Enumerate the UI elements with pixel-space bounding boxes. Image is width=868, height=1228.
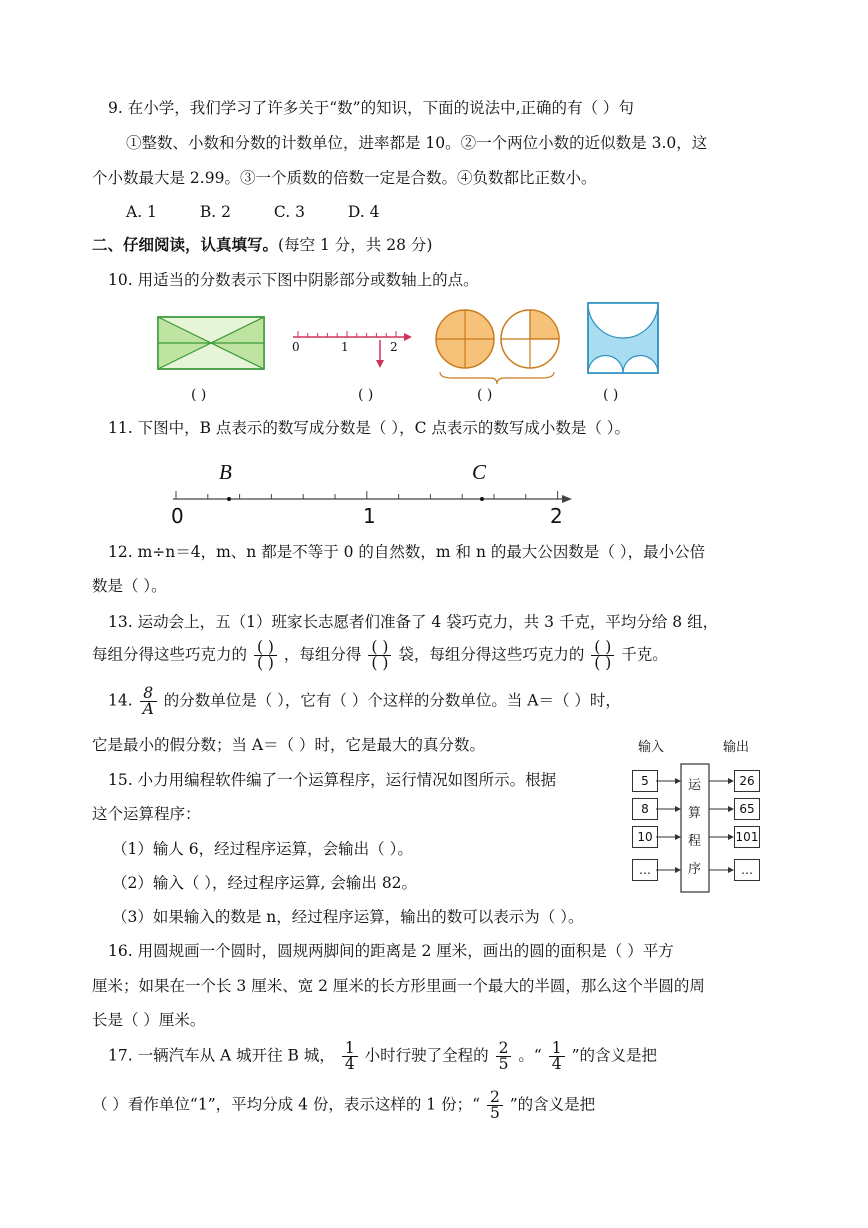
input-label: 输入	[638, 740, 665, 755]
program-char-2: 算	[688, 806, 702, 821]
option-b[interactable]: B. 2	[199, 203, 231, 221]
q17-seg2: 小时行驶了全程的	[364, 1046, 489, 1065]
q11-text: 11. 下图中，B 点表示的数写成分数是（ ），C 点表示的数写成小数是（ ）。	[108, 419, 631, 437]
q15-line2: 这个运算程序：	[92, 805, 201, 823]
axis-label-0: 0	[171, 504, 184, 528]
q13-line1: 13. 运动会上，五（1）班家长志愿者们准备了 4 袋巧克力，共 3 千克，平均分给 8 组，	[108, 613, 719, 631]
q17-line1	[108, 1041, 657, 1072]
q13-seg4: 千克。	[621, 645, 668, 664]
section2-title: 二、仔细阅读，认真填写。	[92, 235, 279, 254]
output-box-1: 26	[734, 770, 760, 792]
input-box-4: …	[632, 859, 658, 881]
q9-line1: 9. 在小学，我们学习了许多关于“数”的知识，下面的说法中,正确的有（ ）句	[108, 99, 634, 117]
q17-fraction-2-5: $\frac{2}{5}$	[496, 1041, 512, 1072]
q14-num: 14.	[108, 691, 133, 710]
program-char-1: 运	[688, 778, 702, 793]
q10-blank-4[interactable]: ( )	[603, 387, 619, 403]
axis-label-2: 2	[550, 504, 563, 528]
q16-line3: 长是（ ）厘米。	[92, 1011, 206, 1029]
point-b-label: B	[219, 460, 232, 484]
square-semicircles-figure	[585, 300, 661, 376]
output-box-4: …	[734, 859, 760, 881]
option-c[interactable]: C. 3	[273, 203, 305, 221]
q10-blank-3[interactable]: ( )	[477, 387, 493, 403]
q13-fraction-2[interactable]: $\frac{( )}{( )}$	[368, 640, 391, 671]
q17-fraction-1-4-quote: $\frac{1}{4}$	[549, 1041, 565, 1072]
q13-fraction-3[interactable]: $\frac{( )}{( )}$	[591, 640, 614, 671]
input-box-1: 5	[632, 770, 658, 792]
q17-line2b: ”的含义是把	[509, 1095, 596, 1114]
circles-figure	[432, 306, 562, 386]
section2-note: (每空 1 分，共 28 分)	[278, 236, 433, 254]
q14-line2: 它是最小的假分数；当 A＝（ ）时，它是最大的真分数。	[92, 736, 486, 754]
nl-label-0: 0	[292, 340, 300, 354]
program-flow-diagram	[625, 732, 765, 894]
nl-label-1: 1	[341, 340, 349, 354]
output-box-3: 101	[734, 826, 760, 848]
q15-sub1: （1）输人 6，经过程序运算，会输出（ ）。	[112, 840, 413, 858]
q17-seg1: 17. 一辆汽车从 A 城开往 B 城，	[108, 1046, 335, 1065]
q15-sub3: （3）如果输入的数是 n，经过程序运算，输出的数可以表示为（ ）。	[112, 908, 584, 926]
q17-fraction-2-5-quote: $\frac{2}{5}$	[487, 1090, 503, 1121]
q10-blank-2[interactable]: ( )	[358, 387, 374, 403]
q12-line1: 12. m÷n＝4，m、n 都是不等于 0 的自然数，m 和 n 的最大公因数是（ ），最小公倍	[108, 543, 706, 561]
section2-heading	[92, 234, 432, 256]
q10-text: 10. 用适当的分数表示下图中阴影部分或数轴上的点。	[108, 271, 479, 289]
q13-fraction-1[interactable]: $\frac{( )}{( )}$	[254, 640, 277, 671]
q14-text1: 的分数单位是（ ），它有（ ）个这样的分数单位。当 A＝（ ）时，	[163, 691, 621, 710]
option-a[interactable]: A. 1	[126, 203, 157, 221]
point-c-label: C	[472, 460, 487, 484]
q9-line3: 个小数最大是 2.99。③一个质数的倍数一定是合数。④负数都比正数小。	[92, 169, 597, 187]
q17-seg3: 。“	[518, 1046, 542, 1065]
q15-sub2: （2）输入（ ），经过程序运算, 会输出 82。	[112, 874, 418, 892]
input-box-2: 8	[632, 798, 658, 820]
q13-seg1: 每组分得这些巧克力的	[92, 645, 248, 664]
q13-seg3: 袋，每组分得这些巧克力的	[398, 645, 585, 664]
q10-number-line	[288, 322, 418, 378]
q13-seg2: ，每组分得	[283, 645, 362, 664]
q16-line1: 16. 用圆规画一个圆时，圆规两脚间的距离是 2 厘米，画出的圆的面积是（ ）平方	[108, 942, 674, 960]
output-box-2: 65	[734, 798, 760, 820]
q15-line1: 15. 小力用编程软件编了一个运算程序，运行情况如图所示。根据	[108, 771, 557, 789]
q17-fraction-1-4: $\frac{1}{4}$	[342, 1041, 358, 1072]
q12-line2: 数是（ ）。	[92, 577, 167, 595]
q10-blank-1[interactable]: ( )	[191, 387, 207, 403]
q9-options	[126, 201, 379, 223]
program-char-3: 程	[688, 834, 702, 849]
q13-line2	[92, 640, 668, 671]
q9-line2: ①整数、小数和分数的计数单位，进率都是 10。②一个两位小数的近似数是 3.0，这	[126, 134, 708, 152]
nl-label-2: 2	[390, 340, 398, 354]
q16-line2: 厘米；如果在一个长 3 厘米、宽 2 厘米的长方形里画一个最大的半圆，那么这个半圆的周	[92, 977, 705, 995]
q17-line2	[92, 1090, 595, 1121]
input-box-3: 10	[632, 826, 658, 848]
q14-line1	[108, 686, 621, 717]
q17-line2a: （ ）看作单位“1”，平均分成 4 份，表示这样的 1 份；“	[92, 1095, 480, 1114]
program-char-4: 序	[688, 862, 702, 877]
output-label: 输出	[723, 740, 750, 755]
option-d[interactable]: D. 4	[347, 203, 380, 221]
q14-fraction: $\frac{8}{A}$	[140, 686, 157, 717]
q17-seg4: ”的含义是把	[571, 1046, 658, 1065]
axis-label-1: 1	[363, 504, 376, 528]
rectangle-figure	[155, 312, 267, 374]
